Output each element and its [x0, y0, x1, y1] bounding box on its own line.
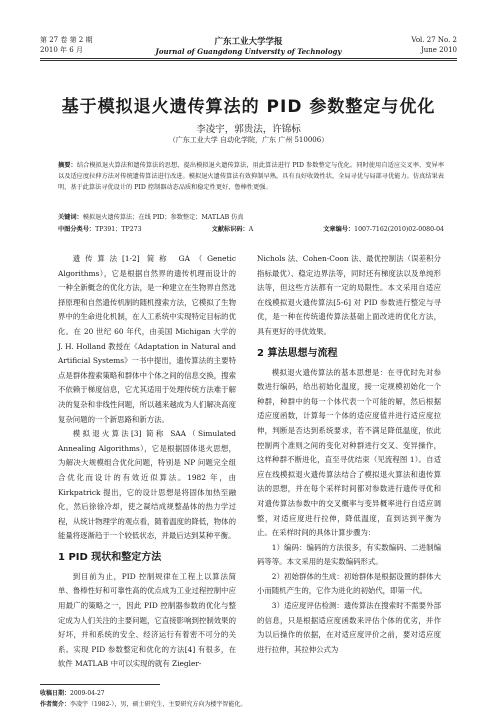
clc-value: TP391；TP273 — [95, 226, 142, 233]
article-no-label: 文章编号： — [323, 226, 355, 233]
article-authors: 李凌宇，郭贵法，许锦标 — [196, 124, 301, 135]
footnote-rule — [40, 684, 160, 685]
article-affiliation: （广东工业大学 自动化学院，广东 广州 510006） — [168, 136, 329, 144]
step-2-initial-population: 2）初始群体的生成：初始群体是根据设置的群体大小而随机产生的，它作为进化的初始代，即第一代。 — [257, 571, 441, 596]
doc-code-field — [212, 224, 254, 233]
author-info: 李凌宇（1982-），男，硕士研究生，主要研究方向为楼宇智能化。 — [70, 701, 247, 708]
header-rule-top — [40, 58, 457, 59]
clc-field — [58, 224, 142, 233]
left-column — [58, 252, 236, 672]
footnote-author — [40, 699, 246, 710]
abstract-text: 结合模拟退火算法和遗传算法的思想，提出模拟退火遗传算法，用此算法进行 PID 参数整定与优化。同时使用自适应交叉率、变异率以及适应度拉伸方法对传统遗传算法进行改进。模拟退火遗传算法有效抑制早熟，具有良好收敛性状，全局寻优与局部寻优能力。仿真结果表明，基于此算法寻优设计的 PID 控制器动态品质和稳定性更好、鲁棒性更强。 — [58, 162, 445, 191]
header-rule-bottom — [40, 60, 457, 61]
classification-line — [58, 224, 444, 233]
volume-issue-cn: 第 27 卷 第 2 期 — [40, 36, 93, 44]
journal-name-cn: 广东工业大学学报 — [214, 37, 283, 47]
author-info-label: 作者简介： — [40, 701, 71, 708]
intro-paragraph-2: 模拟退火算法[3] 简称 SAA（Simulated Annealing Algorithms），它是根据固体退火思想，为解决大规模组合优化问题，特别是 NP 问题完全组合优化而设计的有效近似算法。1982 年，由 Kirkpatrick 提出，它的设计思想是将固体加热至融化，然后徐徐冷却，使之凝结成规整晶体的热力学过程，从统计物理学的观点看，随着温度的降低，物体的能量将逐渐趋于一个较低状态，并最后达到某种平衡。 — [58, 429, 236, 541]
right-column — [257, 252, 441, 657]
doc-code-label: 文献标识码： — [211, 226, 249, 233]
received-label: 收稿日期： — [40, 690, 71, 697]
section-2-paragraph: 模拟退火遗传算法的基本思想是：在寻优时先对参数进行编码，给出初始化温度，接一定规模初始化一个种群，种群中的每一个体代表一个可能的解，然后根据适应度函数，计算每一个体的适应度值并进行适应度拉伸，判断是否达到系统要求，若不满足降低温度，依此控制两个准则之间的变化对种群进行交叉、变异操作，这样种群不断进化，直至寻优结束（见流程图 1）。自适应在线模拟退火遗传算法结合了模拟退火算法和遗传算法的思想，并在每个采样时间都对参数进行遗传寻优和对遗传算法参数中的交叉概率与变异概率进行自适应调整，对适应度进行拉伸，降低温度，直到达到平衡为止。在采样时间的具体计算步骤为： — [257, 367, 441, 538]
keywords-text: 模拟退火遗传算法；在线 PID；参数整定；MATLAB 仿真 — [82, 214, 244, 221]
volume-issue-en: Vol. 27 No. 2 — [411, 36, 457, 44]
date-cn: 2010 年 6 月 — [40, 46, 83, 54]
date-en: June 2010 — [420, 46, 457, 54]
article-no-value: 1007-7162(2010)02-0080-04 — [354, 226, 444, 233]
received-date: 2009-04-27 — [70, 690, 105, 697]
intro-paragraph-1: 遗传算法[1-2] 简称 GA（Genetic Algorithms），它是根据自然界的遗传机理而设计的一种全新概念的优化方法，是一种建立在生物界自然选择原理和自然遗传机制的随机搜索方法，它模拟了生物界中的生命进化机制，在人工系统中实现特定目标的优化。在 20 世纪 60 年代，由美国 Michigan 大学的 J. H. Holland 教授在《Adaptation in Natural and Artificial Systems》一书中提出，遗传算法的主要特点是群体搜索策略和群体中个体之间的信息交换，搜索不依赖于梯度信息，它尤其适用于处理传统方法难于解决的复杂和非线性问题，所以越来越成为人们解决高度复杂问题的一个新思路和新方法。 — [58, 254, 236, 424]
section-1-paragraph: 到目前为止，PID 控制规律在工程上以算法简单、鲁棒性好和可靠性高的优点成为工业过程控制中应用最广的策略之一，因此 PID 控制器参数的优化与整定成为人们关注的主要问题，它直接影响到控制效果的好坏，并和系统的安全、经济运行有着密不可分的关系。实现 PID 参数整定和优化的方法[4] 有很多，在软件 MATLAB 中可以实现的就有 Ziegler- — [58, 571, 236, 669]
section-2-heading: 2 算法思想与流程 — [257, 347, 338, 359]
step-3-fitness-evaluation: 3）适应度评估检测：遗传算法在搜索时不需要外部的信息，只是根据适应度函数来评估个体的优劣，并作为以后操作的依据，在对适应度评价之前，要对适应度进行拉伸，其拉伸公式为 — [257, 601, 441, 654]
keywords — [58, 212, 444, 221]
step-1-encoding: 1）编码：编码的方法很多，有实数编码、二进制编码等等。本文采用的是实数编码形式。 — [257, 542, 441, 567]
section-1-heading: 1 PID 现状和整定方法 — [58, 551, 162, 563]
right-paragraph-1: Nichols 法、Cohen-Coon 法、最优控制法（误差积分指标最优）、稳定边界法等，同时还有梯度法以及单纯形法等，但这些方法都有一定的局限性。本文采用自适应在线模拟退火遗传算法[5-6] 对 PID 参数进行整定与寻优，是一种在传统遗传算法基础上面改进的优化方法，具有更好的寻优效果。 — [257, 254, 441, 336]
journal-name-en: Journal of Guangdong University of Technology — [155, 47, 342, 56]
abstract-label: 摘要： — [58, 162, 77, 169]
footnote-received — [40, 688, 105, 699]
clc-label: 中图分类号： — [58, 226, 96, 233]
doc-code-value: A — [248, 226, 254, 233]
abstract — [58, 160, 444, 193]
keywords-label: 关键词： — [58, 214, 83, 221]
article-title: 基于模拟退火遗传算法的 PID 参数整定与优化 — [61, 97, 436, 117]
article-no-field — [323, 224, 444, 233]
